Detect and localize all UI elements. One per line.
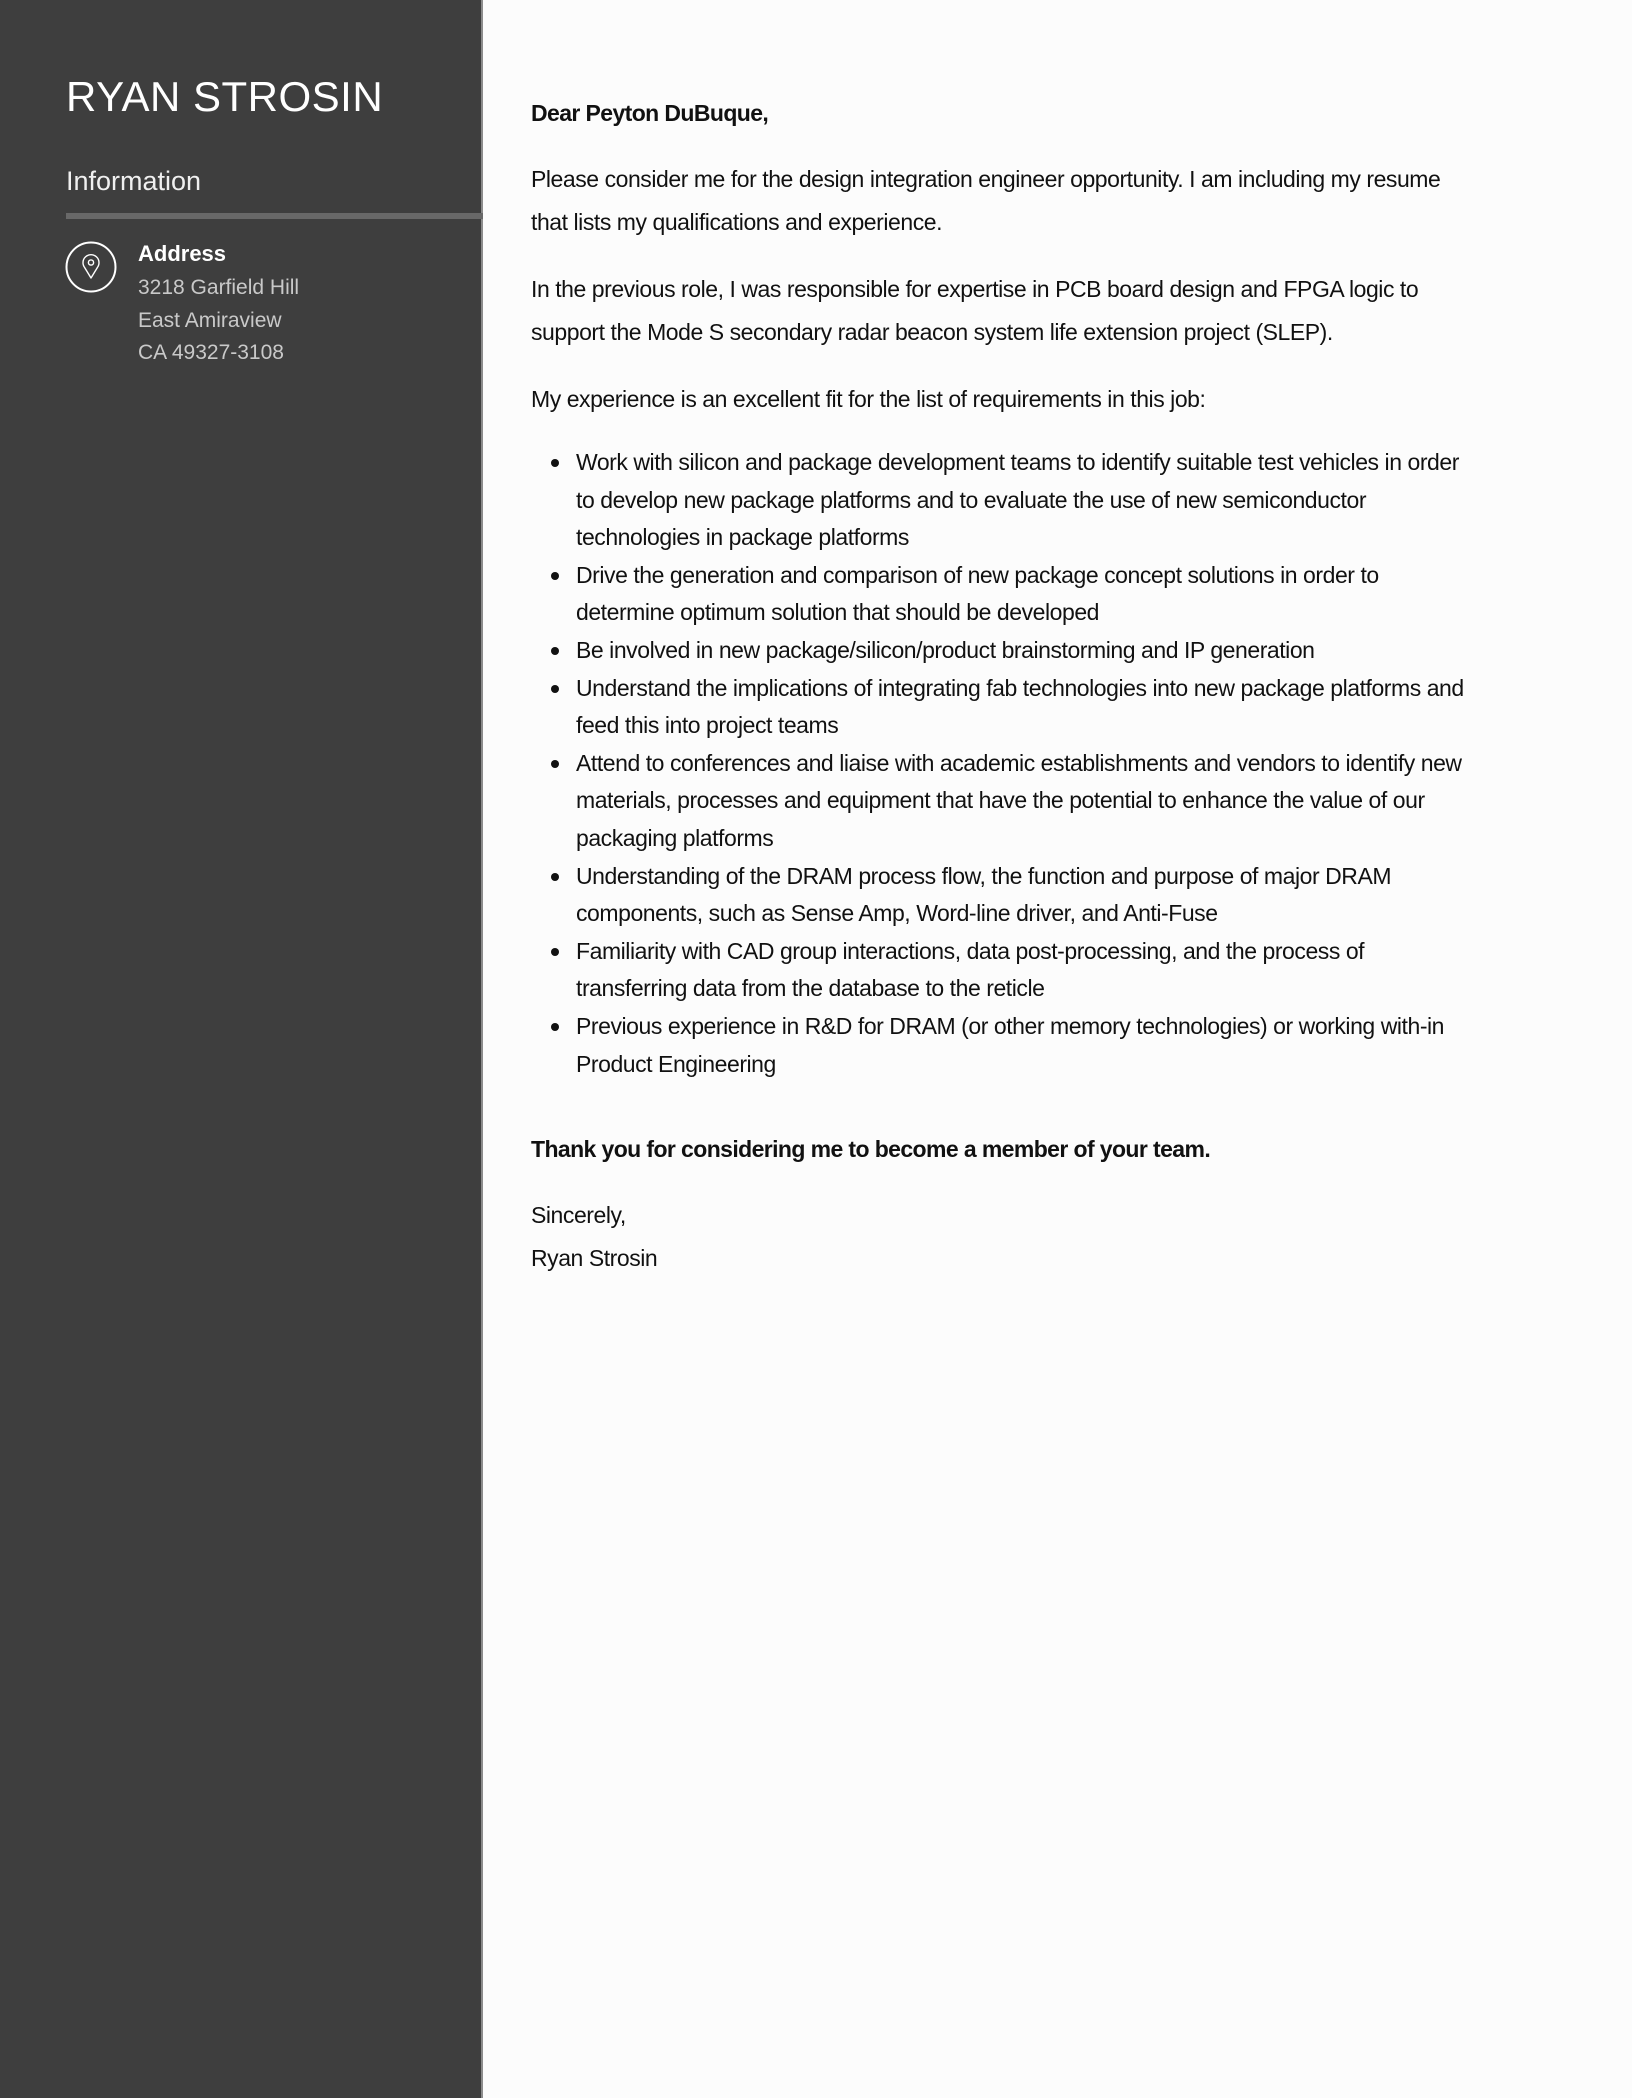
section-divider [66,213,483,219]
map-pin-icon [65,241,117,293]
list-item-line: packaging platforms [576,824,774,851]
bullet-icon [551,1023,559,1031]
address-line-city: East Amiraview [138,308,282,332]
list-item-line: feed this into project teams [576,712,839,739]
list-item-line: Product Engineering [576,1050,776,1077]
bullet-icon [551,685,559,693]
list-item-line: Understand the implications of integrating fab technologies into new package platforms and [576,674,1464,701]
list-item [531,858,1464,933]
list-item-line: Drive the generation and comparison of new package concept solutions in order to [576,561,1379,588]
bullet-icon [551,459,559,467]
list-item-line: to develop new package platforms and to evaluate the use of new semiconductor [576,486,1367,513]
list-item-line: components, such as Sense Amp, Word-line driver, and Anti-Fuse [576,900,1218,927]
sidebar [0,0,483,2098]
list-item-line: Be involved in new package/silicon/product brainstorming and IP generation [576,636,1315,663]
address-line-street: 3218 Garfield Hill [138,276,300,299]
list-item [531,1008,1464,1083]
signature: Ryan Strosin [531,1245,658,1271]
list-item [531,632,1464,670]
paragraph-fit [531,378,1205,421]
paragraph-intro [531,158,1440,244]
closing-statement-text: Thank you for considering me to become a member of your team. [531,1136,1211,1162]
list-item-line: Familiarity with CAD group interactions, data post-processing, and the process of [576,937,1365,964]
bullet-icon [551,948,559,956]
list-item-line: transferring data from the database to the reticle [576,975,1045,1002]
list-item-line: Attend to conferences and liaise with academic establishments and vendors to identify new [576,749,1462,776]
applicant-name: RYAN STROSIN [66,73,384,120]
address-line-state-zip: CA 49327-3108 [138,341,284,364]
sign-off-block [531,1194,657,1280]
list-item [531,745,1464,858]
sign-off: Sincerely, [531,1202,626,1228]
bullet-icon [551,760,559,768]
bullet-icon [551,873,559,881]
list-item [531,444,1464,557]
salutation [531,92,768,135]
list-item-line: Previous experience in R&D for DRAM (or other memory technologies) or working with-in [576,1012,1445,1039]
list-item-line: Work with silicon and package development teams to identify suitable test vehicles in order [576,449,1459,475]
list-item-line: Understanding of the DRAM process flow, the function and purpose of major DRAM [576,862,1392,889]
list-item [531,557,1464,632]
address-label: Address [138,241,227,266]
paragraph-previous-role [531,268,1418,354]
closing-statement [531,1128,1210,1171]
section-title-information: Information [66,166,202,196]
list-item [531,933,1464,1008]
salutation-text: Dear Peyton DuBuque, [531,100,769,126]
bullet-icon [551,572,559,580]
paragraph-line: support the Mode S secondary radar beacon system life extension project (SLEP). [531,319,1333,345]
list-item-line: determine optimum solution that should be developed [576,599,1100,626]
address-value [138,272,299,370]
list-item-line: materials, processes and equipment that have the potential to enhance the value of our [576,787,1425,814]
paragraph-line: My experience is an excellent fit for the list of requirements in this job: [531,386,1206,412]
paragraph-line: Please consider me for the design integration engineer opportunity. I am including my resume [531,166,1441,192]
paragraph-line: In the previous role, I was responsible for expertise in PCB board design and FPGA logic to [531,276,1419,302]
bullet-icon [551,647,559,655]
list-item [531,670,1464,745]
requirements-list [531,444,1464,1083]
list-item-line: technologies in package platforms [576,524,909,551]
paragraph-line: that lists my qualifications and experience. [531,209,943,235]
